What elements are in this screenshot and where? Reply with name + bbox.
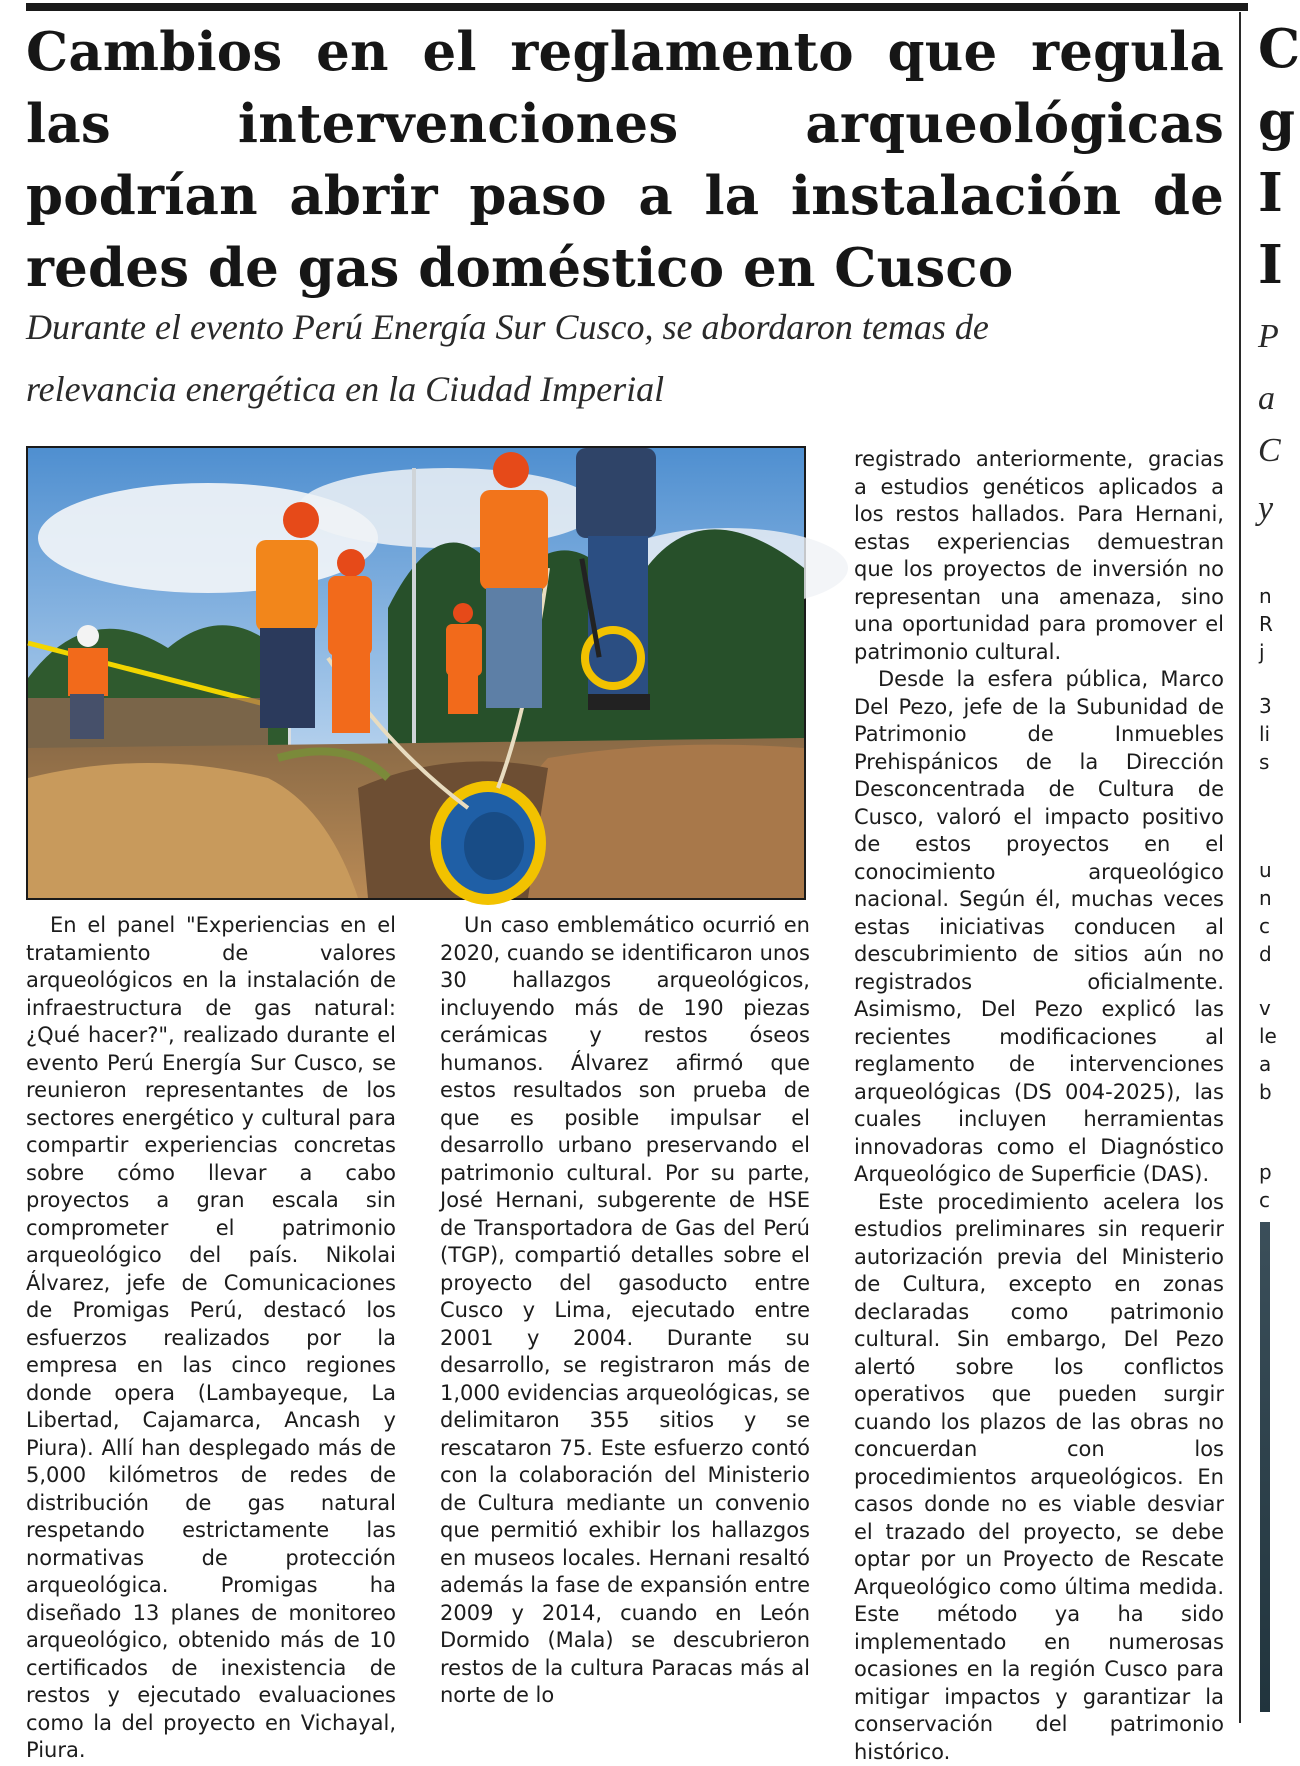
body-column-3	[854, 446, 1224, 1766]
adjacent-body-fragment: u	[1259, 858, 1270, 882]
adjacent-body-fragment: n	[1259, 886, 1270, 910]
adjacent-sub-fragment: y	[1258, 490, 1270, 528]
paragraph: En el panel "Experiencias en el tratamiento de valores arqueológicos en la instalación de infraestructura de gas natural: ¿Qué hacer?", realizado durante el evento Perú Energía Sur Cusco, se reunieron representantes de los sectores energético y cultural para compartir experiencias concretas sobre cómo llevar a cabo proyectos a gran escala sin comprometer el patrimonio arqueológico del país. Nikolai Álvarez, jefe de Comunicaciones de Promigas Perú, destacó los esfuerzos realizados por la empresa en las cinco regiones donde opera (Lambayeque, La Libertad, Cajamarca, Ancash y Piura). Allí han desplegado más de 5,000 kilómetros de redes de distribución de gas natural respetando estrictamente las normativas de protección arqueológica. Promigas ha diseñado 13 planes de monitoreo arqueológico, obtenido más de 10 certificados de inexistencia de restos y ejecutado evaluaciones como la del proyecto en Vichayal, Piura.	[26, 912, 396, 1765]
body-column-2	[440, 912, 810, 1710]
adjacent-headline-fragment: g	[1258, 90, 1270, 152]
adjacent-body-fragment: b	[1259, 1080, 1270, 1104]
article-subheadline: Durante el evento Perú Energía Sur Cusco, se abordaron temas de relevancia energética en la Ciudad Imperial	[26, 296, 1136, 420]
top-rule	[26, 3, 1248, 11]
adjacent-sub-fragment: C	[1258, 432, 1270, 470]
adjacent-body-fragment: li	[1259, 722, 1270, 746]
paragraph: Este procedimiento acelera los estudios preliminares sin requerir autorización previa del Ministerio de Cultura, excepto en zonas declaradas como patrimonio cultural. Sin embargo, Del Pezo alertó sobre los conflictos operativos que pueden surgir cuando los plazos de las obras no concuerdan con los procedimientos arqueológicos. En casos donde no es viable desviar el trazado del proyecto, se debe optar por un Proyecto de Rescate Arqueológico como última medida. Este método ya ha sido implementado en numerosas ocasiones en la región Cusco para mitigar impactos y garantizar la conservación del patrimonio histórico.	[854, 1189, 1224, 1766]
adjacent-body-fragment: s	[1259, 750, 1270, 774]
paragraph: Desde la esfera pública, Marco Del Pezo, jefe de la Subunidad de Patrimonio de Inmuebles Prehispánicos de la Dirección Desconcentrada de Cultura de Cusco, valoró el impacto positivo de estos proyectos en el conocimiento arqueológico nacional. Según él, muchas veces estas iniciativas conducen al descubrimiento de sitios aún no registrados oficialmente. Asimismo, Del Pezo explicó las recientes modificaciones al reglamento de intervenciones arqueológicas (DS 004-2025), las cuales incluyen herramientas innovadoras como el Diagnóstico Arqueológico de Superficie (DAS).	[854, 666, 1224, 1189]
adjacent-body-fragment: d	[1259, 942, 1270, 966]
body-column-1	[26, 912, 396, 1765]
article-photo	[26, 446, 806, 900]
adjacent-body-fragment: a	[1259, 1052, 1270, 1076]
adjacent-body-fragment: c	[1259, 1188, 1270, 1212]
adjacent-photo-fragment	[1260, 1222, 1270, 1712]
paragraph: registrado anteriormente, gracias a estudios genéticos aplicados a los restos hallados. Para Hernani, estas experiencias demuestran que los proyectos de inversión no representan una amenaza, sino una oportunidad para promover el patrimonio cultural.	[854, 446, 1224, 666]
adjacent-body-fragment: n	[1259, 584, 1270, 608]
adjacent-headline-fragment: I	[1258, 234, 1270, 296]
adjacent-headline-fragment: C	[1258, 18, 1270, 80]
article-headline: Cambios en el reglamento que regula las intervenciones arqueológicas podrían abrir paso a la instalación de redes de gas doméstico en Cusco	[26, 16, 1224, 304]
adjacent-body-fragment: R	[1259, 612, 1270, 636]
column-divider	[1239, 12, 1241, 1723]
adjacent-sub-fragment: a	[1258, 380, 1270, 418]
adjacent-body-fragment: c	[1259, 914, 1270, 938]
adjacent-headline-fragment: I	[1258, 162, 1270, 224]
adjacent-body-fragment: 3	[1259, 694, 1270, 718]
adjacent-body-fragment: le	[1259, 1024, 1270, 1048]
gas-pipe-installation-illustration	[28, 448, 804, 898]
adjacent-body-fragment: p	[1259, 1160, 1270, 1184]
adjacent-body-fragment: j	[1259, 640, 1270, 664]
paragraph: Un caso emblemático ocurrió en 2020, cuando se identificaron unos 30 hallazgos arqueológicos, incluyendo más de 190 piezas cerámicas y restos óseos humanos. Álvarez afirmó que estos resultados son prueba de que es posible impulsar el desarrollo urbano preservando el patrimonio cultural. Por su parte, José Hernani, subgerente de HSE de Transportadora de Gas del Perú (TGP), compartió detalles sobre el proyecto del gasoducto entre Cusco y Lima, ejecutado entre 2001 y 2004. Durante su desarrollo, se registraron más de 1,000 evidencias arqueológicas, se delimitaron 355 sitios y se rescataron 75. Este esfuerzo contó con la colaboración del Ministerio de Cultura mediante un convenio que permitió exhibir los hallazgos en museos locales. Hernani resaltó además la fase de expansión entre 2009 y 2014, cuando en León Dormido (Mala) se descubrieron restos de la cultura Paracas más al norte de lo	[440, 912, 810, 1710]
adjacent-sub-fragment: P	[1258, 318, 1270, 356]
adjacent-body-fragment: v	[1259, 996, 1270, 1020]
